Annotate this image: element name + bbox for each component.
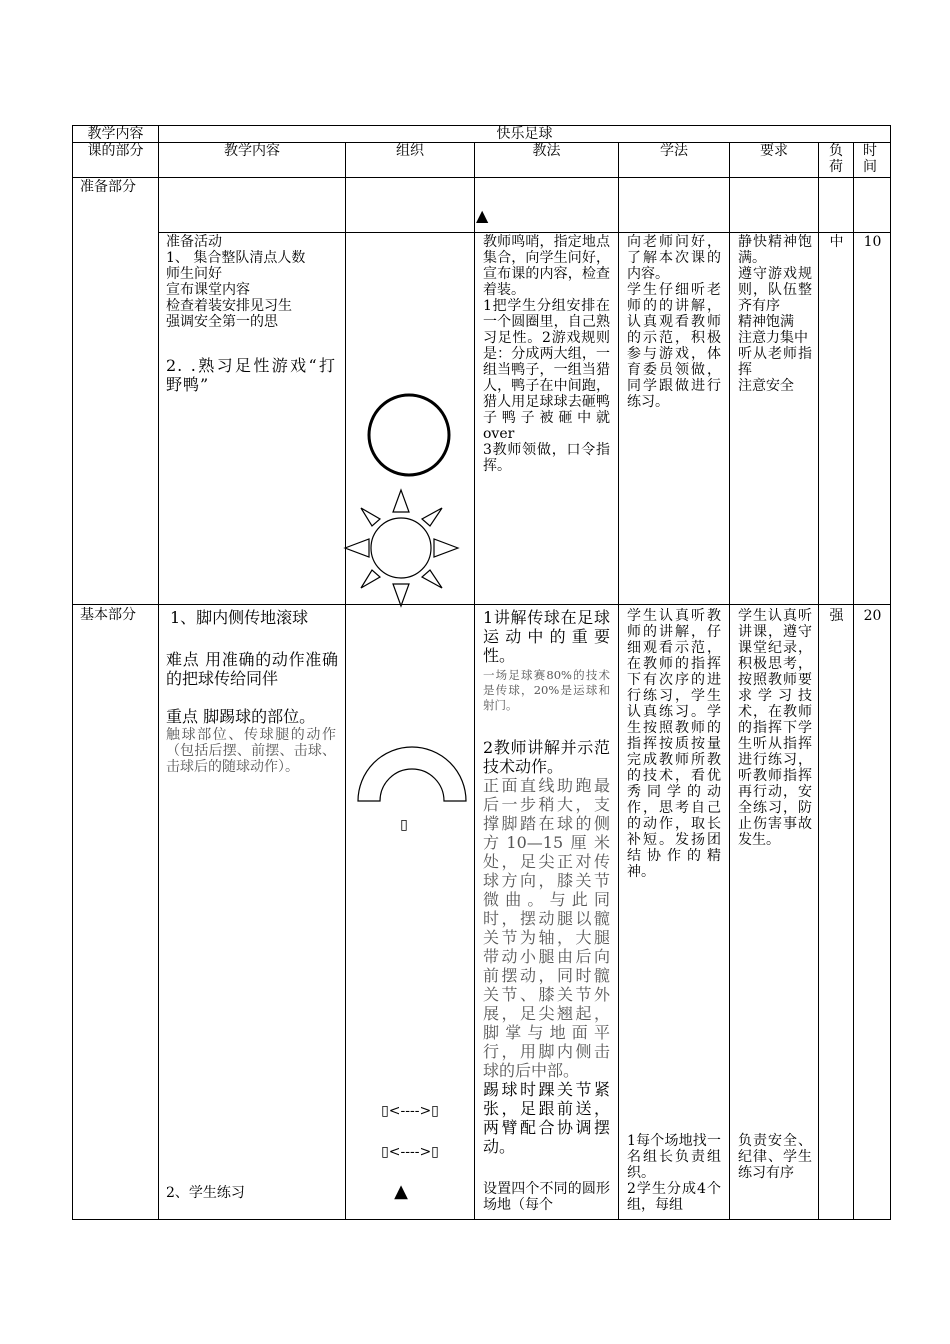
col-divider-study (729, 142, 730, 1220)
pass-arrow-line-1: ▯<---->▯ (381, 1103, 439, 1119)
sun-formation-diagram (344, 489, 464, 609)
col-divider-part (158, 125, 159, 1220)
table-border-bottom (72, 1219, 891, 1220)
prep-part-label: 准备部分 (80, 179, 136, 195)
row-divider-basic (72, 604, 891, 605)
method-intro: 1讲解传球在足球运动中的重要性。 (483, 608, 610, 665)
col-header-method: 教法 (532, 143, 561, 159)
col-header-require: 要求 (760, 143, 788, 159)
table-border-left (72, 125, 73, 1220)
basic-require: 学生认真听讲课，遵守课堂纪录，积极思考，按照教师要求学习技术，在教师的指挥下学生听从指挥进行练习，听教师指挥再行动，安全练习，防止伤害事故发生。 (738, 608, 812, 848)
basic-skill: 1、脚内侧传地滚球 (170, 608, 309, 627)
col-divider-load (853, 142, 854, 1220)
lesson-title: 快乐足球 (496, 126, 553, 142)
table-border-right (890, 125, 891, 1220)
pass-arrow-line-2: ▯<---->▯ (381, 1144, 439, 1160)
basic-practice: 2、学生练习 (166, 1185, 245, 1201)
prep-require: 静快精神饱满。 遵守游戏规则，队伍整齐有序 精神饱满 注意力集中 听从老师指挥 注意安全 (738, 234, 812, 394)
basic-study: 学生认真听教师的讲解，仔细观看示范，在教师的指挥下有次序的进行练习，学生认真练习。学生按照教师的指挥按质按量完成教师所教的技术，看优秀同学的动作，思考自己的动作，取长补短。发扬团结协作的精神。 (627, 608, 721, 880)
basic-time: 20 (863, 608, 882, 624)
semicircle-formation-diagram (356, 745, 468, 805)
org-marker: ▯ (400, 817, 408, 833)
col-header-content: 教学内容 (224, 143, 280, 159)
col-header-time: 时间 (863, 143, 877, 175)
basic-part-label: 基本部分 (80, 607, 136, 623)
content-label: 教学内容 (87, 126, 144, 142)
method-intro-detail: 一场足球赛80%的技术是传球，20%是运球和射门。 (483, 668, 610, 712)
prep-method: 教师鸣哨，指定地点集合，向学生问好，宣布课的内容，检查着装。 1把学生分组安排在一个圆圈里，自己熟习足性。2游戏规则是：分成两大组，一组当鸭子，一组当猎人，鸭子在中间跑，猎人用足球球去砸鸭子鸭子被砸中就over 3教师领做，口令指挥。 (483, 234, 610, 474)
basic-load: 强 (829, 608, 844, 624)
col-header-org: 组织 (396, 143, 424, 159)
prep-time: 10 (863, 234, 882, 250)
col-divider-method (618, 142, 619, 1220)
prep-content: 准备活动 1、 集合整队清点人数 师生问好 宣布课堂内容 检查着装安排见习生 强调安全第一的思 (166, 234, 306, 330)
basic-study-practice: 1每个场地找一名组长负责组织。 2学生分成4个组，每组 (627, 1133, 721, 1213)
col-header-study: 学法 (660, 143, 688, 159)
method-demo-detail: 正面直线助跑最后一步稍大，支撑脚踏在球的侧方10—15厘米处，足尖正对传球方向，膝关节微曲。与此同时，摆动腿以髋关节为轴，大腿带动小腿由后向前摆动，同时髋关节、膝关节外展，足尖翘起，脚掌与地面平行，用脚内侧击球的后中部。 (483, 776, 610, 1080)
basic-key-detail: 触球部位、传球腿的动作（包括后摆、前摆、击球、击球后的随球动作）。 (166, 727, 336, 775)
row-divider-header (72, 177, 891, 178)
prep-game: 2. .熟习足性游戏“打野鸭” (166, 356, 336, 394)
row-divider-prep-sub (158, 232, 891, 233)
col-header-load: 负荷 (829, 143, 843, 175)
circle-formation-diagram (366, 392, 456, 482)
col-divider-org (474, 142, 475, 1220)
method-practice: 设置四个不同的圆形场地（每个 (483, 1181, 610, 1213)
prep-load: 中 (829, 234, 844, 250)
basic-require-practice: 负责安全、纪律、学生练习有序 (738, 1133, 812, 1181)
col-divider-require (818, 142, 819, 1220)
basic-key: 重点 脚踢球的部位。 (166, 707, 316, 726)
method-demo-end: 踢球时踝关节紧张，足跟前送，两臂配合协调摆动。 (483, 1080, 610, 1156)
method-demo: 2教师讲解并示范技术动作。 (483, 738, 610, 776)
prep-triangle: ▲ (476, 206, 489, 225)
col-divider-content (345, 142, 346, 1220)
prep-study: 向老师问好，了解本次课的内容。 学生仔细听老师的的讲解，认真观看教师的示范，积极参与游戏，体育委员领做，同学跟做进行练习。 (627, 234, 721, 410)
col-header-part: 课的部分 (87, 143, 144, 159)
basic-difficulty: 难点 用准确的动作准确的把球传给同伴 (166, 650, 338, 688)
teacher-triangle: ▲ (394, 1181, 408, 1202)
